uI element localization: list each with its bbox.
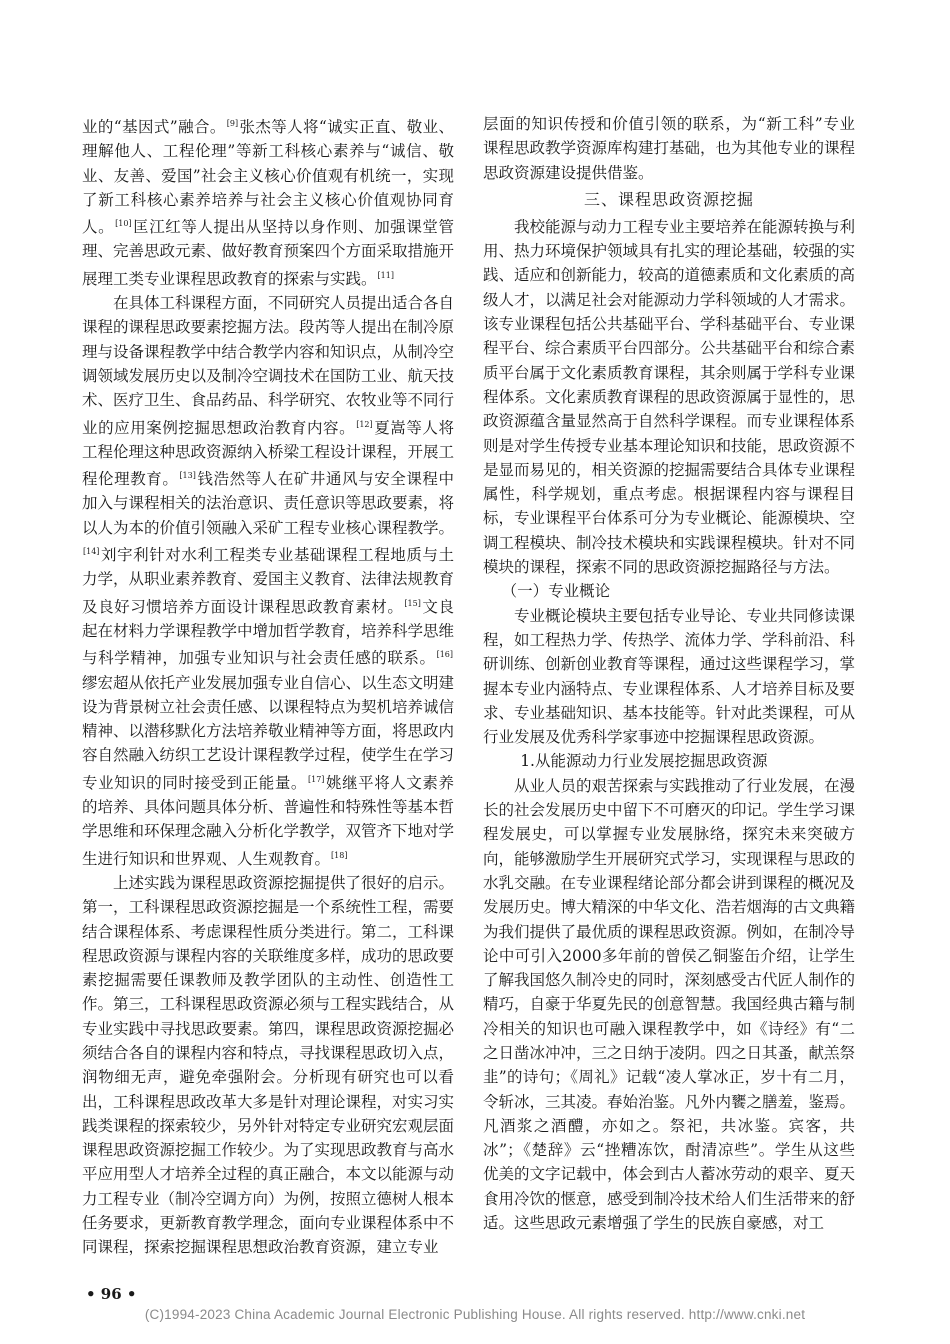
right-paragraph-1: 我校能源与动力工程专业主要培养在能源转换与利用、热力环境保护领域具有扎实的理论基础，较强的实践、适应和创新能力，较高的道德素质和文化素质的高级人才，以满足社会对能源动力学科领域的人才需求。该专业课程包括公共基础平台、学科基础平台、专业课程平台、综合素质平台四部分。公共基础平台和综合素质平台属于文化素质教育课程，其余则属于学科专业课程体系。文化素质教育课程的思政资源属于显性的，思政资源蕴含量显然高于自然科学课程。而专业课程体系则是对学生传授专业基本理论知识和技能，思政资源不是显而易见的，相关资源的挖掘需要结合具体专业课程属性，科学规划，重点考虑。根据课程内容与课程目标，专业课程平台体系可分为专业概论、能源模块、空调工程模块、制冷技术模块和实践课程模块。针对不同模块的课程，探索不同的思政资源挖掘路径与方法。 [483, 217, 856, 577]
right-paragraph-0: 层面的知识传授和价值引领的联系，为“新工科”专业课程思政教学资源库构建打基础，也为其他专业的课程思政资源建设提供借鉴。 [483, 115, 856, 182]
citation-ref: [10] [115, 219, 132, 229]
citation-ref: [11] [377, 270, 394, 280]
copyright-footer: (C)1994-2023 China Academic Journal Electronic Publishing House. All rights reserved. http://www.cnki.net [144, 1307, 806, 1322]
section-heading: 三、课程思政资源挖掘 [583, 189, 754, 209]
citation-ref: [15] [404, 598, 421, 608]
citation-ref: [12] [356, 419, 373, 429]
citation-ref: [17] [308, 774, 325, 784]
citation-ref: [16] [436, 650, 453, 660]
left-paragraph-3: 上述实践为课程思政资源挖掘提供了很好的启示。第一，工科课程思政资源挖掘是一个系统性工程，需要结合课程体系、考虑课程性质分类进行。第二，工科课程思政资源与课程内容的关联维度多样，成功的思政要素挖掘需要任课教师及教学团队的主动性、创造性工作。第三，工科课程思政资源必须与工程实践结合，从专业实践中寻找思政要素。第四，课程思政资源挖掘必须结合各自的课程内容和特点，寻找课程思政切入点，润物细无声，避免牵强附会。分析现有研究也可以看出，工科课程思政改革大多是针对理论课程，对实习实践类课程的探索较少，另外针对特定专业研究宏观层面课程思政资源挖掘工作较少。为了实现思政教育与高水平应用型人才培养全过程的真正融合，本文以能源与动力工程专业（制冷空调方向）为例，按照立德树人根本任务要求，更新教育教学理念，面向专业课程体系中不同课程，探索挖掘课程思想政治教育资源，建立专业 [82, 873, 455, 1257]
citation-ref: [13] [179, 471, 196, 481]
left-paragraph-2: 在具体工科课程方面，不同研究人员提出适合各自课程的课程思政要素挖掘方法。段芮等人提出在制冷原理与设备课程教学中结合教学内容和知识点，从制冷空调领域发展历史以及制冷空调技术在国防工业、航天技术、医疗卫生、食品药品、科学研究、农牧业等不同行业的应用案例挖掘思想政治教育内容。[12]夏嵩等人将工程伦理这种思政资源纳入桥梁工程设计课程，开展工程伦理教育。[13]钱浩然等人在矿井通风与安全课程中加入与课程相关的法治意识、责任意识等思政要素，将以人为本的价值引领融入采矿工程专业核心课程教学。[14]刘宇利针对水利工程类专业基础课程工程地质与土力学，从职业素养教育、爱国主义教育、法律法规教育及良好习惯培养方面设计课程思政教育素材。[15]文良起在材料力学课程教学中增加哲学教育，培养科学思维与科学精神，加强专业知识与社会责任感的联系。[16]缪宏超从依托产业发展加强专业自信心、以生态文明建设为背景树立社会责任感、以课程特点为契机培养诚信精神、以潜移默化方法培养敬业精神等方面，将思政内容自然融入纺织工艺设计课程教学过程，使学生在学习专业知识的同时接受到正能量。[17]姚继平将人文素养的培养、具体问题具体分析、普遍性和特殊性等基本哲学思维和环保理念融入分析化学教学，双管齐下地对学生进行知识和世界观、人生观教育。[18] [82, 294, 455, 868]
subsubsection-heading: 1.从能源动力行业发展挖掘思政资源 [520, 752, 768, 771]
right-paragraph-2: 专业概论模块主要包括专业导论、专业共同修读课程，如工程热力学、传热学、流体力学、学科前沿、科研训练、创新创业教育等课程，通过这些课程学习，掌握本专业内涵特点、专业课程体系、人才培养目标及要求、专业基础知识、基本技能等。针对此类课程，可从行业发展及优秀科学家事迹中挖掘课程思政资源。 [483, 606, 856, 747]
right-paragraph-3: 从业人员的艰苦探索与实践推动了行业发展，在漫长的社会发展历史中留下不可磨灭的印记。学生学习课程发展史，可以掌握专业发展脉络，探究未来突破方向，能够激励学生开展研究式学习，实现课程与思政的水乳交融。在专业课程绪论部分都会讲到课程的概况及发展历史。博大精深的中华文化、浩若烟海的古文典籍为我们提供了最优质的课程思政资源。例如，在制冷导论中可引入2000多年前的曾侯乙铜鉴缶介绍，让学生了解我国悠久制冷史的同时，深刻感受古代匠人制作的精巧，自豪于华夏先民的创意智慧。我国经典古籍与制冷相关的知识也可融入课程教学中，如《诗经》有“二之日凿冰冲冲，三之日纳于凌阴。四之日其蚤，献羔祭韭”的诗句；《周礼》记载“凌人掌冰正，岁十有二月，令斩冰，三其凌。春始治鉴。凡外内饔之膳羞，鉴焉。凡酒浆之酒醴，亦如之。祭祀，共冰鉴。宾客，共冰”；《楚辞》云“挫糟冻饮，酎清凉些”。学生从这些优美的文字记载中，体会到古人蓄冰劳动的艰辛、夏天食用冷饮的惬意，感受到制冷技术给人们生活带来的舒适。这些思政元素增强了学生的民族自豪感，对工 [483, 776, 856, 1233]
page-number: • 96 • [86, 1285, 137, 1303]
citation-ref: [18] [331, 850, 348, 860]
left-paragraph-1: 业的“基因式”融合。[9]张杰等人将“诚实正直、敬业、理解他人、工程伦理”等新工科核心素养与“诚信、敬业、友善、爱国”社会主义核心价值观有机统一，实现了新工科核心素养培养与社会主义核心价值观协同育人。[10]匡江红等人提出从坚持以身作则、加强课堂管理、完善思政元素、做好教育预案四个方面采取措施开展理工类专业课程思政教育的探索与实践。[11] [82, 118, 455, 288]
citation-ref: [14] [83, 547, 100, 557]
right-column [483, 112, 855, 1235]
citation-ref: [9] [226, 119, 239, 128]
subsection-heading: （一）专业概论 [501, 582, 611, 601]
left-column [82, 112, 454, 1260]
